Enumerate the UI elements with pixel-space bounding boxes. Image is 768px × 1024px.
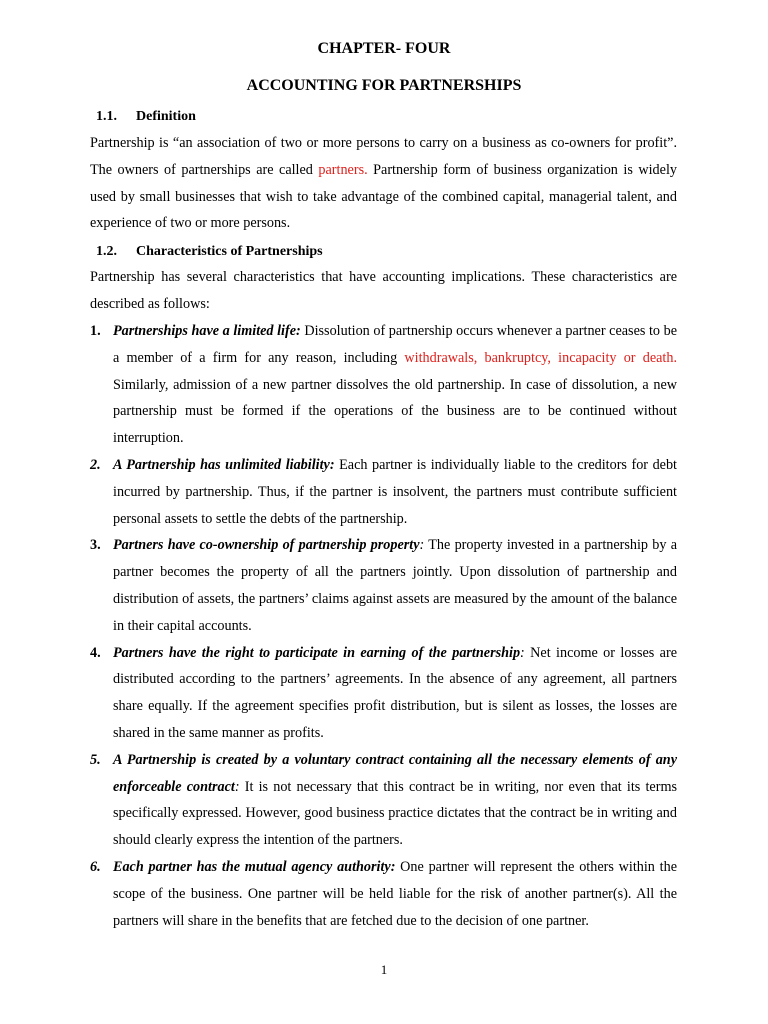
item-punct: : [234,778,240,795]
characteristics-list [90,318,677,934]
characteristics-intro: Partnership has several characteristics that have accounting implications. These characteristics are described as follows: [90,269,677,312]
item-lead: Partnerships have a limited life: [113,323,301,339]
definition-text-start: Partnership is “an association of two or more persons to carry on a business as co-owners for profit”. The owners of partnerships are called [90,135,677,178]
item-number: 4. [90,644,101,661]
page-title: ACCOUNTING FOR PARTNERSHIPS [246,77,522,94]
item-lead: A Partnership is created by a voluntary contract containing all the necessary elements of any enforceable contract [113,751,677,795]
list-item [90,452,677,532]
item-number: 1. [90,323,101,339]
item-lead: Partners have co-ownership of partnership property [113,537,420,554]
item-punct: : [419,537,425,554]
highlight-dissolution-causes: withdrawals, bankruptcy, incapacity or death. [404,349,677,366]
item-text: Each partner is individually liable to the creditors for debt incurred by partnership. Thus, if the partner is insolvent, the partners must contribute sufficient personal assets to settle the debts of the partnership. [113,456,677,527]
item-number: 5. [90,751,101,768]
item-lead: Partners have the right to participate in earning of the partnership [113,644,521,661]
list-item [90,532,677,639]
item-number: 3. [90,537,101,554]
item-text: One partner will represent the others within the scope of the business. One partner will be held liable for the risk of another partner(s). All the partners will share in the benefits that are fetched due to the decision of one partner. [113,858,677,929]
item-text: The property invested in a partnership by a partner becomes the property of all the partners jointly. Upon dissolution of partnership and distribution of assets, the partners’ claims against assets are measured by the amount of the balance in their capital accounts. [113,537,677,634]
item-lead: A Partnership has unlimited liability: [113,456,335,473]
list-item [90,640,677,747]
item-lead: Each partner has the mutual agency authority: [113,858,396,875]
section-title: Definition [136,109,196,124]
list-item [90,854,677,934]
section-number: 1.1. [96,109,117,124]
item-text: Dissolution of partnership occurs whenever a partner ceases to be a member of a firm for any reason, including [113,323,677,366]
page-number: 1 [380,962,388,977]
item-text-end: Similarly, admission of a new partner dissolves the old partnership. In case of dissolution, a new partnership must be formed if the operations of the business are to be continued without interruption. [113,376,677,447]
item-number: 6. [90,858,101,875]
item-text: It is not necessary that this contract be in writing, nor even that its terms specifically expressed. However, good business practice dictates that the contract be in writing and should clearly express the intention of the partners. [113,778,677,849]
item-text: Net income or losses are distributed according to the partners’ agreements. In the absence of any agreement, all partners share equally. If the agreement specifies profit distribution, but is silent as losses, the losses are shared in the same manner as profits. [113,644,677,741]
definition-paragraph [90,130,677,237]
section-heading-characteristics [96,244,323,260]
highlight-partners: partners. [318,161,368,178]
list-item [90,318,677,452]
definition-text-end: Partnership form of business organization is widely used by small businesses that wish to take advantage of the combined capital, managerial talent, and experience of two or more persons. [90,161,677,232]
item-number: 2. [90,456,101,473]
section-number: 1.2. [96,244,117,259]
section-title: Characteristics of Partnerships [136,244,323,259]
item-punct: : [520,644,525,661]
chapter-label: CHAPTER- FOUR [317,40,451,57]
section-heading-definition [96,109,196,125]
list-item [90,747,677,854]
